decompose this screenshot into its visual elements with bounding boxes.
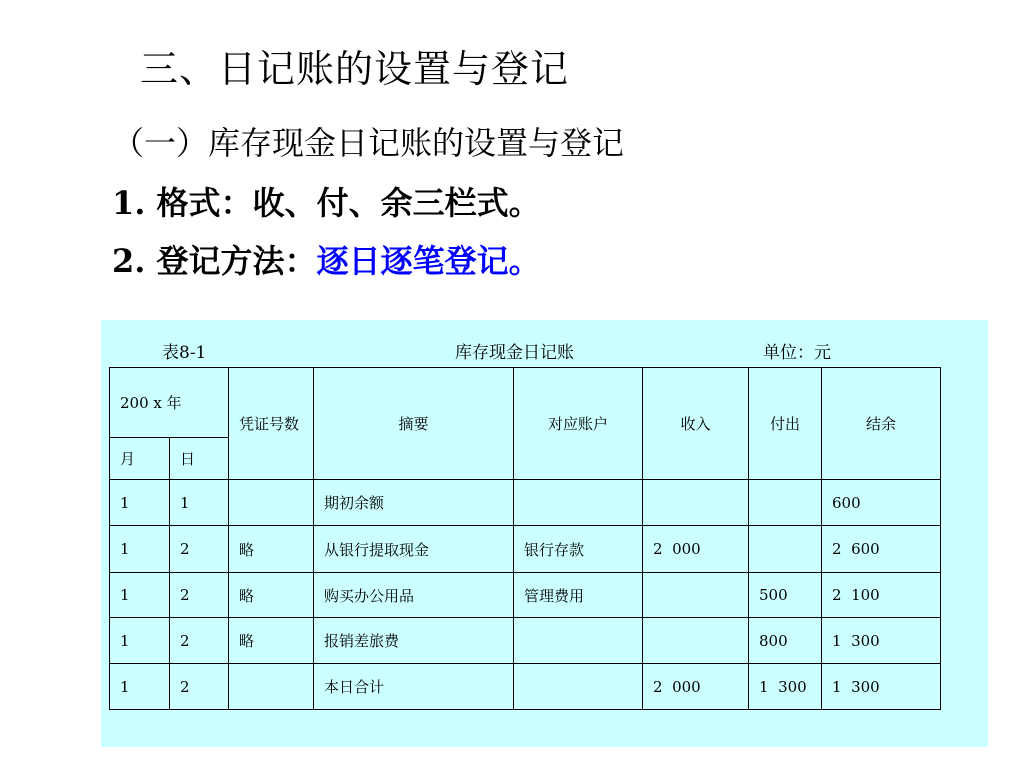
cell-balance: 1 300 (822, 618, 941, 664)
cell-month: 1 (110, 526, 170, 573)
header-account: 对应账户 (514, 368, 643, 480)
cell-month: 1 (110, 618, 170, 664)
cell-expense: 500 (749, 573, 822, 618)
cell-account: 管理费用 (514, 573, 643, 618)
point-format-label: 1. 格式： (112, 184, 253, 222)
cell-income (643, 480, 749, 526)
header-summary: 摘要 (314, 368, 514, 480)
cell-month: 1 (110, 480, 170, 526)
cell-account (514, 618, 643, 664)
cell-voucher: 略 (229, 573, 314, 618)
cell-balance: 2 600 (822, 526, 941, 573)
cell-income: 2 000 (643, 526, 749, 573)
table-title: 库存现金日记账 (455, 343, 574, 363)
cell-month: 1 (110, 573, 170, 618)
cell-day: 1 (170, 480, 229, 526)
point-format-text: 收、付、余三栏式。 (252, 184, 541, 222)
cell-income (643, 618, 749, 664)
cell-day: 2 (170, 664, 229, 710)
cell-account: 银行存款 (514, 526, 643, 573)
slide-title: 三、日记账的设置与登记 (140, 47, 570, 91)
table-row (110, 618, 941, 664)
cell-month: 1 (110, 664, 170, 710)
cell-account (514, 664, 643, 710)
header-balance: 结余 (822, 368, 941, 480)
header-income: 收入 (643, 368, 749, 480)
cell-voucher: 略 (229, 618, 314, 664)
header-voucher: 凭证号数 (229, 368, 314, 480)
cell-voucher: 略 (229, 526, 314, 573)
cell-summary: 购买办公用品 (314, 573, 514, 618)
cell-voucher (229, 480, 314, 526)
table-row (110, 573, 941, 618)
point-method-highlight: 逐日逐笔登记。 (316, 242, 541, 280)
cell-income (643, 573, 749, 618)
table-number: 表8-1 (162, 343, 207, 363)
cell-account (514, 480, 643, 526)
cell-balance: 1 300 (822, 664, 941, 710)
cell-expense: 1 300 (749, 664, 822, 710)
point-method (112, 236, 541, 282)
cell-summary: 本日合计 (314, 664, 514, 710)
header-day: 日 (170, 438, 229, 480)
header-row (110, 368, 941, 438)
cell-summary: 报销差旅费 (314, 618, 514, 664)
table-row-total (110, 664, 941, 710)
cell-summary: 从银行提取现金 (314, 526, 514, 573)
cell-expense (749, 526, 822, 573)
table-unit: 单位：元 (763, 343, 831, 363)
point-format (112, 178, 541, 224)
cell-balance: 600 (822, 480, 941, 526)
cell-summary: 期初余额 (314, 480, 514, 526)
cash-journal-table (109, 367, 941, 710)
table-row (110, 480, 941, 526)
cell-day: 2 (170, 573, 229, 618)
cell-day: 2 (170, 526, 229, 573)
cell-voucher (229, 664, 314, 710)
cell-expense: 800 (749, 618, 822, 664)
header-month: 月 (110, 438, 170, 480)
cell-day: 2 (170, 618, 229, 664)
header-expense: 付出 (749, 368, 822, 480)
header-date-group: 200 x 年 (110, 368, 229, 438)
cell-income: 2 000 (643, 664, 749, 710)
section-heading: （一）库存现金日记账的设置与登记 (112, 124, 625, 162)
cell-expense (749, 480, 822, 526)
table-row (110, 526, 941, 573)
point-method-label: 2. 登记方法： (112, 242, 317, 280)
cell-balance: 2 100 (822, 573, 941, 618)
